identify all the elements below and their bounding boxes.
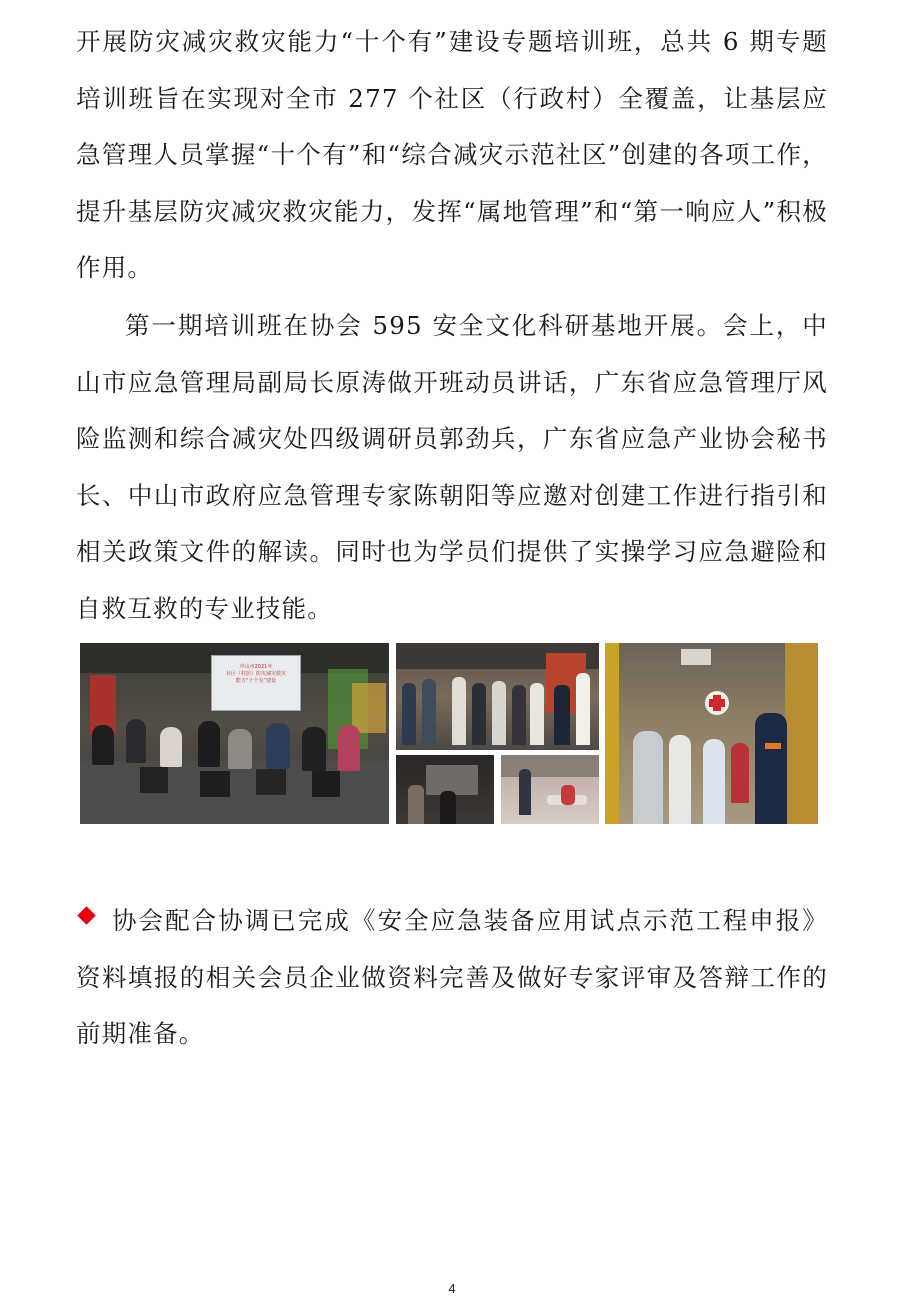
dark-room-demo-photo xyxy=(396,755,494,824)
photo-collage xyxy=(80,643,818,824)
screen-line-1: 中山市2021年 xyxy=(239,664,273,670)
paragraph-training-overview: 开展防灾减灾救灾能力“十个有”建设专题培训班，总共 6 期专题培训班旨在实现对全市 277 个社区（行政村）全覆盖，让基层应急管理人员掌握“十个有”和“综合减灾示范社区”创建的各项工作，提升基层防灾减灾救灾能力，发挥“属地管理”和“第一响应人”积极作用。 xyxy=(76,27,828,283)
bullet-item xyxy=(76,893,828,1063)
paragraph-first-session: 第一期培训班在协会 595 安全文化科研基地开展。会上，中山市应急管理局副局长原涛做开班动员讲话，广东省应急管理厅风险监测和综合减灾处四级调研员郭劲兵，广东省应急产业协会秘书长、中山市政府应急管理专家陈朝阳等应邀对创建工作进行指引和相关政策文件的解读。同时也为学员们提供了实操学习应急避险和自救互救的专业技能。 xyxy=(76,311,828,623)
presentation-screen xyxy=(211,655,301,711)
paragraph-pilot-project: 协会配合协调已完成《安全应急装备应用试点示范工程申报》资料填报的相关会员企业做资料完善及做好专家评审及答辩工作的前期准备。 xyxy=(76,906,828,1049)
screen-line-2: 社区（村居）防灾减灾救灾 xyxy=(225,671,286,677)
screen-line-3: 能力“十个有”建设 xyxy=(235,678,277,684)
red-cross-visit-photo xyxy=(605,643,818,824)
training-classroom-photo xyxy=(80,643,389,824)
cpr-training-photo xyxy=(501,755,599,824)
exhibition-hall-group-photo xyxy=(396,643,599,750)
page-number: 4 xyxy=(448,1281,456,1296)
